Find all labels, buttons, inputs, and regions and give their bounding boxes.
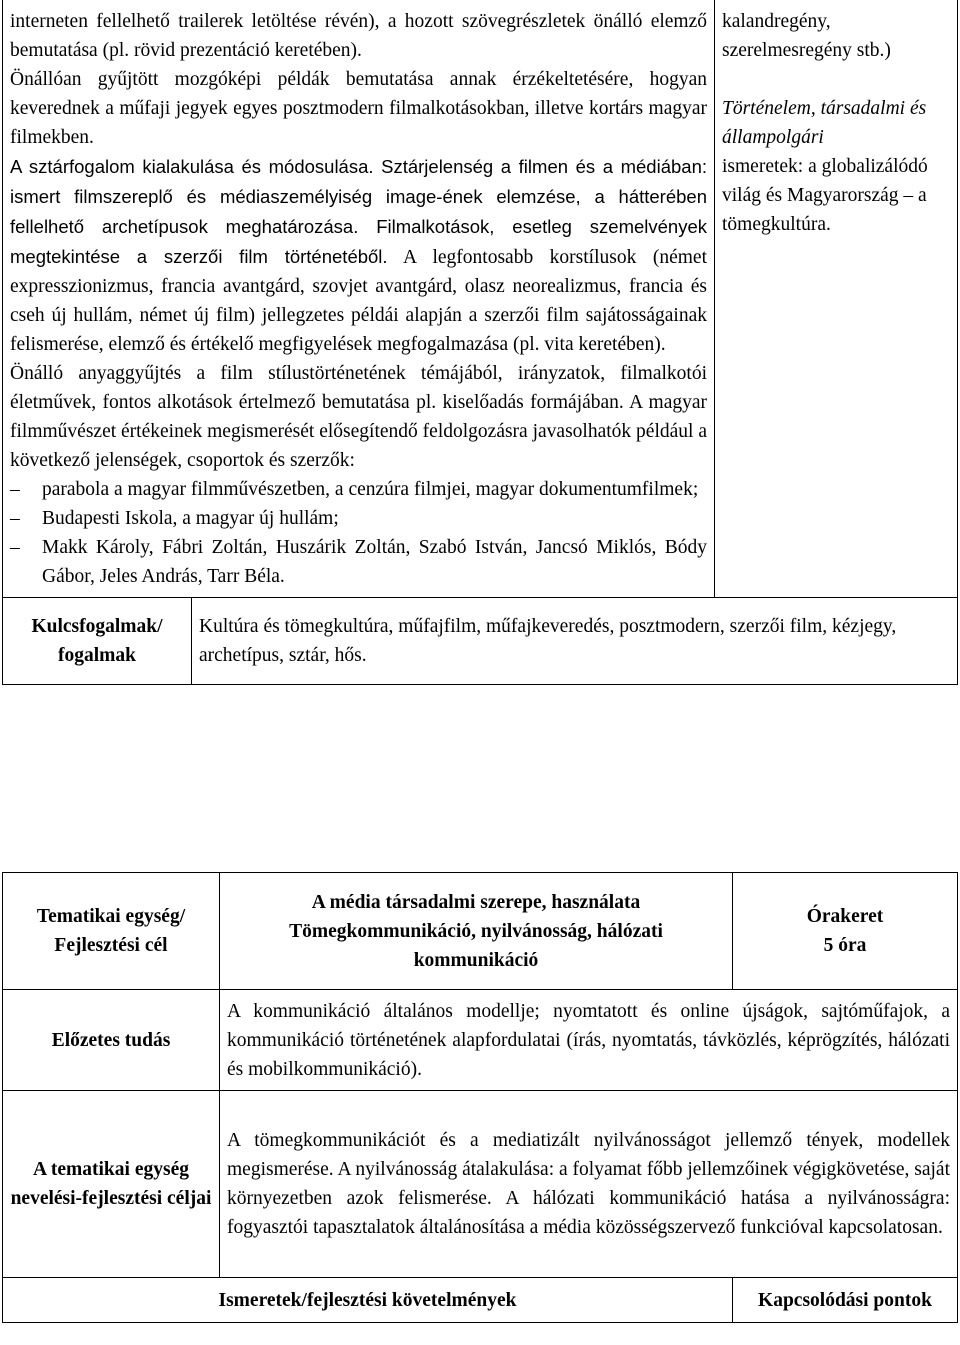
key-concepts-text: Kultúra és tömegkultúra, műfajfilm, műfajkeveredés, posztmodern, szerzői film, kézjegy, archetípus, sztár, hős.: [192, 598, 958, 685]
curriculum-table-top: [2, 0, 958, 685]
development-goals-label: A tematikai egység nevelési-fejlesztési céljai: [3, 1091, 220, 1278]
list-item: – Budapesti Iskola, a magyar új hullám;: [10, 504, 707, 533]
development-goals-text: A tömegkommunikációt és a mediatizált nyilvánosságot jellemző tények, modellek megismerése. A nyilvánosság átalakulása: a folyamat főbb jellemzőinek végigkövetése, saját környezetben azok felismerése. A hálózati kommunikáció hatása a nyilvánosságra: fogyasztói tapasztalatok általánosítása a média közösségszervező funkcióval kapcsolatosan.: [220, 1091, 958, 1278]
star-phenomenon-text: A sztárfogalom kialakulása és módosulása. Sztárjelenség a filmen és a médiában: ismert filmszereplő és médiaszemélyiség image-ének elemzése, a hátterében fellelhető archetípusok meghatározása. Filmalkotások, esetleg szemelvények megtekintése a szerzői film történetéből.: [10, 156, 707, 267]
activity-paragraph-1: interneten fellelhető trailerek letöltése révén), a hozott szövegrészletek önálló elemző bemutatása (pl. rövid prezentáció keretében).: [10, 11, 707, 61]
hungarian-film-topics-list: [10, 475, 707, 591]
requirements-header: Ismeretek/fejlesztési követelmények: [3, 1278, 733, 1323]
list-item: – parabola a magyar filmművészetben, a cenzúra filmjei, magyar dokumentumfilmek;: [10, 475, 707, 504]
connections-cell: [715, 0, 958, 598]
prior-knowledge-label: Előzetes tudás: [3, 990, 220, 1091]
auteur-film-text: A legfontosabb korstílusok (német expresszionizmus, francia avantgárd, szovjet avantgárd, olasz neorealizmus, francia és cseh új hullám, német új film) jellegzetes példái alapján a szerzői film sajátosságainak felismerése, elemző és értékelő megfigyelések megfogalmazása (pl. vita keretében).: [10, 247, 707, 355]
unit-title-primary: A média társadalmi szerepe, használata: [311, 891, 641, 913]
hours-cell: [733, 873, 958, 990]
connection-points-header: Kapcsolódási pontok: [733, 1278, 958, 1323]
activities-cell: [3, 0, 715, 598]
connections-top-text: kalandregény, szerelmesregény stb.): [722, 11, 891, 61]
curriculum-table-unit: [2, 872, 958, 1323]
activity-paragraph-2: Önállóan gyűjtött mozgóképi példák bemutatása annak érzékeltetésére, hogyan keverednek a műfaji jegyek egyes posztmodern filmalkotásokban, illetve kortárs magyar filmekben.: [10, 69, 707, 148]
hours-label: Órakeret: [806, 906, 884, 927]
unit-title-cell: [220, 873, 733, 990]
prior-knowledge-text: A kommunikáció általános modellje; nyomtatott és online újságok, sajtóműfajok, a kommunikáció történetének alapfordulatai (írás, nyomtatás, távközlés, képrögzítés, hálózati és mobilkommunikáció).: [220, 990, 958, 1091]
thematic-unit-label: Tematikai egység/ Fejlesztési cél: [3, 873, 220, 990]
unit-title-secondary: Tömegkommunikáció, nyilvánosság, hálózati kommunikáció: [289, 920, 663, 971]
connection-subject: Történelem, társadalmi és állampolgári: [722, 98, 927, 148]
list-item: – Makk Károly, Fábri Zoltán, Huszárik Zoltán, Szabó István, Jancsó Miklós, Bódy Gábor, Jeles András, Tarr Béla.: [10, 533, 707, 591]
activity-paragraph-3: [10, 152, 707, 359]
connection-topic: ismeretek: a globalizálódó világ és Magyarország – a tömegkultúra.: [722, 156, 928, 235]
hours-value: 5 óra: [823, 935, 867, 956]
key-concepts-label: Kulcsfogalmak/ fogalmak: [3, 598, 192, 685]
activity-paragraph-4: Önálló anyaggyűjtés a film stílustörténetének témájából, irányzatok, filmalkotói életművek, fontos alkotások értelmező bemutatása pl. kiselőadás formájában. A magyar filmművészet értékeinek megismerését elősegítendő feldolgozásra javasolhatók például a következő jelenségek, csoportok és szerzők:: [10, 363, 707, 471]
